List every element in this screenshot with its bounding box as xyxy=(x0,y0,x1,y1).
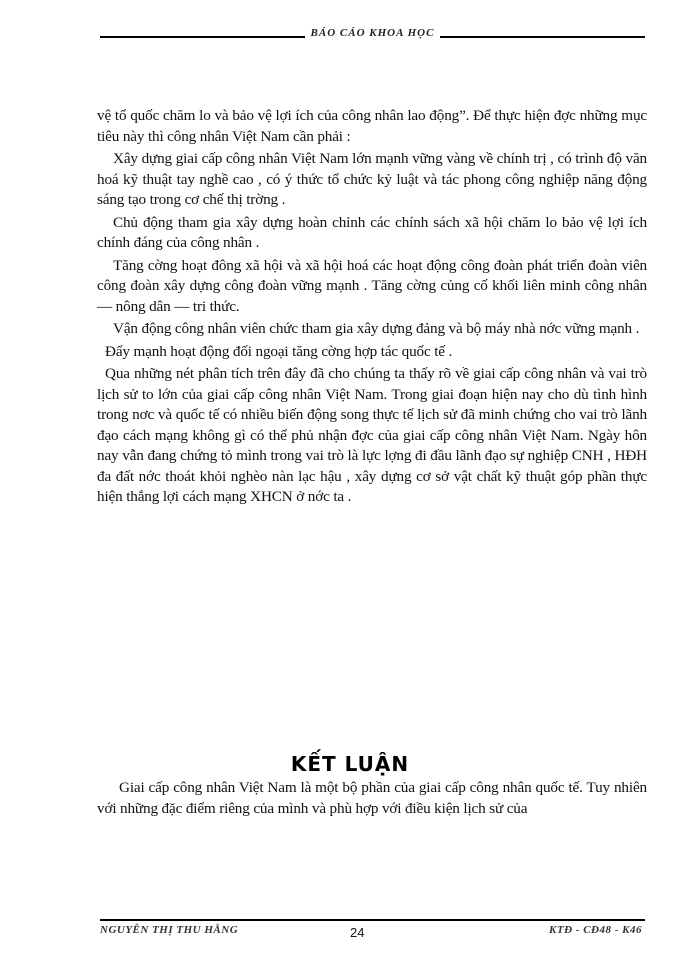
paragraph: vệ tổ quốc chăm lo và bảo vệ lợi ích của công nhân lao động”. Để thực hiện đợc những mục tiêu này thì công nhân Việt Nam cần phải : xyxy=(97,107,647,145)
running-header xyxy=(100,27,645,43)
footer-rule xyxy=(100,919,645,921)
running-header-text: BÁO CÁO KHOA HỌC xyxy=(305,27,441,39)
paragraph: Tăng cờng hoạt đông xã hội và xã hội hoá các hoạt động công đoàn phát triển đoàn viên công đoàn xây dựng công đoàn vững mạnh . Tăng cờng củng cố khối liên minh công nhân — nông dân — tri thức. xyxy=(97,256,647,315)
paragraph: Đẩy mạnh hoạt động đối ngoại tăng cờng hợp tác quốc tế . xyxy=(105,342,453,360)
footer-class: KTĐ - CĐ48 - K46 xyxy=(549,924,642,936)
paragraph: Xây dựng giai cấp công nhân Việt Nam lớn mạnh vững vàng về chính trị , có trình độ văn hoá kỹ thuật tay nghề cao , có ý thức tổ chức kỷ luật và tác phong công nghiệp năng động sáng tạo trong cơ chế thị trờng . xyxy=(97,150,647,208)
conclusion-heading: KẾT LUẬN xyxy=(290,752,410,776)
paragraph: Giai cấp công nhân Việt Nam là một bộ phần của giai cấp công nhân quốc tế. Tuy nhiên với những đặc điểm riêng của mình và phù hợp với điều kiện lịch sử của xyxy=(97,779,647,817)
paragraph: Vận động công nhân viên chức tham gia xây dựng đảng và bộ máy nhà nớc vững mạnh . xyxy=(113,320,640,337)
conclusion-text xyxy=(97,778,647,819)
page-number: 24 xyxy=(350,925,365,940)
paragraph: Qua những nét phân tích trên đây đã cho chúng ta thấy rõ về giai cấp công nhân và vai trò lịch sử to lớn của giai cấp công nhân Việt Nam. Trong giai đoạn hiện nay cho dù tình hình trong nơc và quốc tế có nhiều biến động song thực tế lịch sử đã minh chứng cho vai trò lãnh đạo cách mạng không gì có thể phủ nhận đợc của giai cấp công nhân Việt Nam. Ngày hôn nay vẫn đang chứng tỏ mình trong vai trò là lực lợng đi đầu lãnh đạo sự nghiệp CNH , HĐH đa đất nớc thoát khỏi nghèo nàn lạc hậu , xây dựng cơ sở vật chất kỹ thuật góp phần thực hiện thắng lợi cách mạng XHCN ở nớc ta . xyxy=(97,365,647,505)
body-text xyxy=(97,106,647,510)
footer-author: NGUYỄN THỊ THU HẰNG xyxy=(100,924,239,936)
paragraph: Chủ động tham gia xây dựng hoàn chỉnh các chính sách xã hội chăm lo bảo vệ lợi ích chính đáng của công nhân . xyxy=(97,213,647,251)
